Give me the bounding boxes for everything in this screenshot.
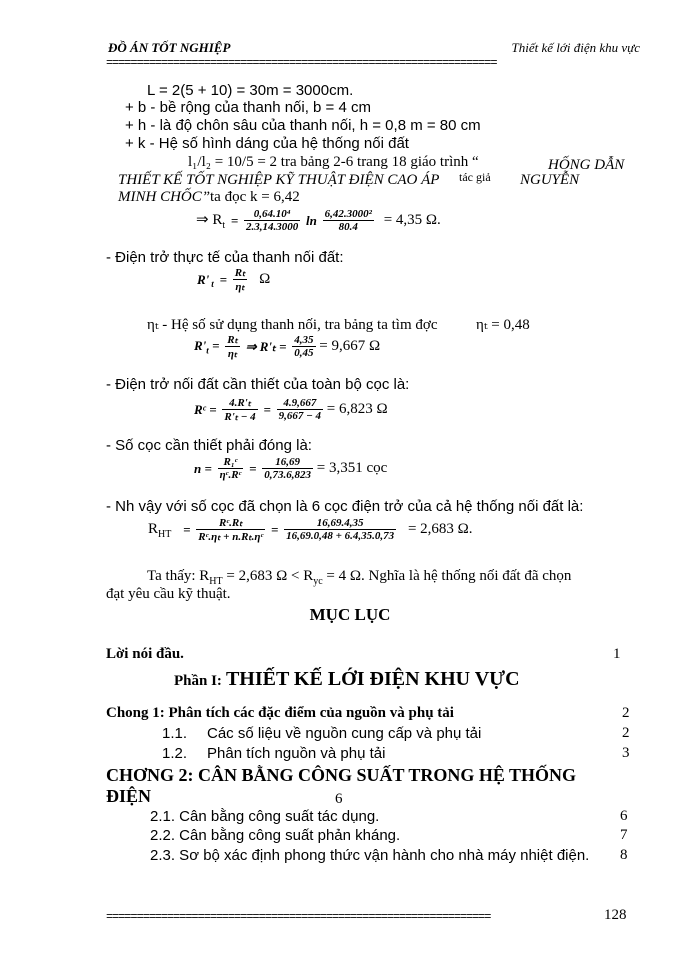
f5-den2: 16,69.0,48 + 6.4,35.0,73 (286, 530, 395, 542)
toc-ch2-item-1: 2.1. Cân bằng công suất tác dụng. (150, 808, 380, 825)
footer-rule: =============================================================== (106, 910, 491, 924)
f2-frac2 (292, 334, 315, 359)
header-right: Thiết kế lới điện khu vực (511, 40, 640, 55)
toc-ch1-item-num-1: 1.1. (162, 725, 188, 742)
f3-num2: 4.9,667 (277, 397, 323, 410)
f2-mid: ⇒ R'ₜ = (245, 338, 287, 354)
f4-frac2 (262, 456, 313, 481)
rt-frac2-den: 80.4 (338, 221, 358, 233)
f3-frac1 (222, 396, 257, 423)
book-title: THIẾT KẾ TỐT NGHIỆP KỸ THUẬT ĐIỆN CAO ÁP (118, 172, 440, 188)
toc-ch1-item-page-1: 2 (622, 725, 630, 741)
line-depth: + h - là độ chôn sâu của thanh nối, h = 0,8 m = 80 cm (125, 117, 481, 134)
rt-frac1-num: 0,64.10⁴ (244, 208, 300, 221)
line-ratio-cont: HỐNG DẪN (548, 157, 625, 173)
f4-num1: R₁ᶜ (218, 456, 244, 469)
f4-frac1 (218, 456, 244, 481)
toc-part (174, 668, 520, 691)
conclusion-line (147, 568, 571, 587)
toc-ch1-item-num-2: 1.2. (162, 745, 188, 762)
f1-lhs: R' (197, 271, 210, 287)
toc-ch2-line2: ĐIỆN (106, 786, 152, 806)
conclusion-end: = 4 Ω. Nghĩa là hệ thống nối đất đã chọn (322, 568, 572, 584)
toc-ch2-item-page-3: 8 (620, 847, 628, 863)
formula-rc: Rᶜ = $\frac{\text{4.R'ₜ}}{\text{R'ₜ − 4}}$ = $\frac{4.9,667}{9,667 - 4}$ = 6,823 Ω (194, 397, 388, 423)
f1-unit: Ω (259, 270, 271, 287)
toc-ch2-item-page-2: 7 (620, 827, 628, 843)
book-author: NGUYỄN (520, 172, 580, 188)
f4-den2: 0,73.6,823 (264, 469, 312, 481)
utilization-factor-text: ηₜ - Hệ số sử dụng thanh nối, tra bảng ta tìm đợc (147, 317, 438, 333)
f3-num1: 4.R'ₜ (222, 396, 257, 410)
f5-eq: = (183, 521, 191, 537)
formula-actual-resistance: R' $_t$ = $\frac{\text{Rₜ}}{\text{ηₜ}}$ Ω (197, 267, 271, 293)
k-value: ta đọc k = 6,42 (210, 189, 300, 205)
book-author-cont: MINH CHỐC” (118, 189, 211, 205)
f4-result: = 3,351 cọc (316, 459, 388, 476)
rt-label: ⇒ R (196, 211, 223, 228)
f2-num2: 4,35 (294, 334, 314, 346)
toc-ch2-item-page-1: 6 (620, 808, 628, 824)
f2-frac1 (225, 333, 240, 360)
toc-intro-page: 1 (613, 646, 621, 662)
line-width: + b - bề rộng của thanh nối, b = 4 cm (125, 99, 371, 116)
toc-ch2-line1: CHƠNG 2: CÂN BẰNG CÔNG SUẤT TRONG HỆ THỐNG (106, 765, 577, 785)
section-required-resistance: - Điện trở nối đất cần thiết của toàn bộ cọc là: (106, 376, 410, 393)
line-length: L = 2(5 + 10) = 30m = 3000cm. (147, 82, 354, 99)
f5-result: = 2,683 Ω. (407, 520, 473, 537)
header-rule: ================================================================ (106, 56, 497, 70)
section-actual-resistance: - Điện trở thực tế của thanh nối đất: (106, 249, 344, 266)
f1-frac (233, 266, 248, 293)
f3-den1: R'ₜ − 4 (224, 411, 256, 423)
f3-result: = 6,823 Ω (326, 400, 388, 417)
f2-result: = 9,667 Ω (319, 337, 381, 354)
toc-ch2-item-2: 2.2. Cân bằng công suất phản kháng. (150, 827, 401, 844)
conclusion-prefix: Ta thấy: R (147, 568, 210, 584)
f5-frac1 (196, 516, 265, 543)
f1-num: Rₜ (234, 267, 246, 279)
book-author-label: tác giả (459, 170, 491, 184)
f3-frac2 (277, 397, 323, 422)
section-system-resistance: - Nh vậy với số cọc đã chọn là 6 cọc điện trở của cả hệ thống nối đất là: (106, 498, 584, 515)
formula-rt-prime: $R'_t$ = $\frac{\text{Rₜ}}{\text{ηₜ}}$ ⇒ R'ₜ = $\frac{4,35}{0,45}$ = 9,667 Ω (194, 334, 381, 360)
conclusion-sub-ht: HT (209, 576, 223, 587)
line-shape-factor: + k - Hệ số hình dáng của hệ thống nối đất (125, 135, 409, 152)
line-ratio: l₁/l₂ = 10/5 = 2 tra bảng 2-6 trang 18 giáo trình “ (188, 154, 479, 170)
toc-part-title: THIẾT KẾ LỚI ĐIỆN KHU VỰC (225, 668, 520, 690)
rt-sub: t (222, 219, 226, 231)
f4-num2: 16,69 (262, 456, 313, 469)
rt-eq: = (230, 212, 239, 228)
f3-lhs: Rᶜ = (194, 401, 217, 417)
toc-ch2-item-3: 2.3. Sơ bộ xác định phong thức vận hành cho nhà máy nhiệt điện. (150, 847, 590, 864)
formula-rht: $R_{HT}$ = $\frac{\text{Rᶜ.Rₜ}}{\text{Rᶜ.ηₜ + n.Rₜ.ηᶜ}}$ = $\frac{16,69.4,35}{16,69.0,48 + 6.4,35.0,73}$ = 2,683 Ω. (148, 517, 473, 543)
f5-num1: Rᶜ.Rₜ (196, 516, 265, 530)
f2-den1: ηₜ (227, 348, 238, 360)
formula-rt (196, 208, 441, 233)
toc-ch1-item-label-2: Phân tích nguồn và phụ tải (207, 745, 386, 762)
f3-den2: 9,667 − 4 (278, 410, 322, 422)
f5-lhs-sub: HT (158, 528, 172, 540)
conclusion-sub-yc: yc (313, 576, 323, 587)
f4-lhs: n = (194, 460, 212, 476)
f1-den: ηₜ (235, 281, 245, 293)
conclusion-mid: = 2,683 Ω < R (222, 568, 314, 584)
f2-den2: 0,45 (294, 347, 314, 359)
rt-frac1-den: 2.3,14.3000 (246, 221, 299, 233)
section-pile-count: - Số cọc cần thiết phải đóng là: (106, 437, 312, 454)
formula-n: n = $\frac{\text{R₁ᶜ}}{\text{ηᶜ.Rᶜ}}$ = $\frac{16,69}{0,73.6,823}$ = 3,351 cọc (194, 456, 388, 481)
f1-lhs-sub: t (211, 278, 214, 289)
toc-ch1-item-label-1: Các số liệu về nguồn cung cấp và phụ tải (207, 725, 482, 742)
rt-frac2 (323, 208, 374, 233)
utilization-factor-value: ηₜ = 0,48 (476, 317, 530, 333)
f5-num2: 16,69.4,35 (284, 517, 396, 530)
rt-ln: ln (306, 212, 317, 228)
rt-frac2-num: 6,42.3000² (324, 208, 372, 220)
f5-frac2 (284, 517, 396, 542)
f5-lhs: R (148, 520, 159, 537)
conclusion-line-2: đạt yêu cầu kỹ thuật. (106, 586, 231, 602)
toc-intro-label: Lời nói đầu. (106, 646, 184, 662)
toc-ch2-page: 6 (335, 791, 343, 807)
header-left: ĐỒ ÁN TỐT NGHIỆP (108, 40, 231, 55)
rt-result: = 4,35 Ω. (383, 211, 441, 228)
toc-ch1-item-page-2: 3 (622, 745, 630, 761)
toc-ch1-page: 2 (622, 705, 630, 721)
toc-ch1-label: Chong 1: Phân tích các đặc điểm của nguồn và phụ tải (106, 705, 454, 721)
f4-den1: ηᶜ.Rᶜ (219, 469, 242, 481)
rt-frac1 (244, 208, 300, 233)
page-number: 128 (604, 907, 627, 923)
f5-den1: Rᶜ.ηₜ + n.Rₜ.ηᶜ (198, 531, 264, 543)
toc-title: MỤC LỤC (309, 605, 391, 624)
toc-part-prefix: Phần I: (174, 673, 222, 689)
f2-num1: Rₜ (227, 334, 238, 346)
